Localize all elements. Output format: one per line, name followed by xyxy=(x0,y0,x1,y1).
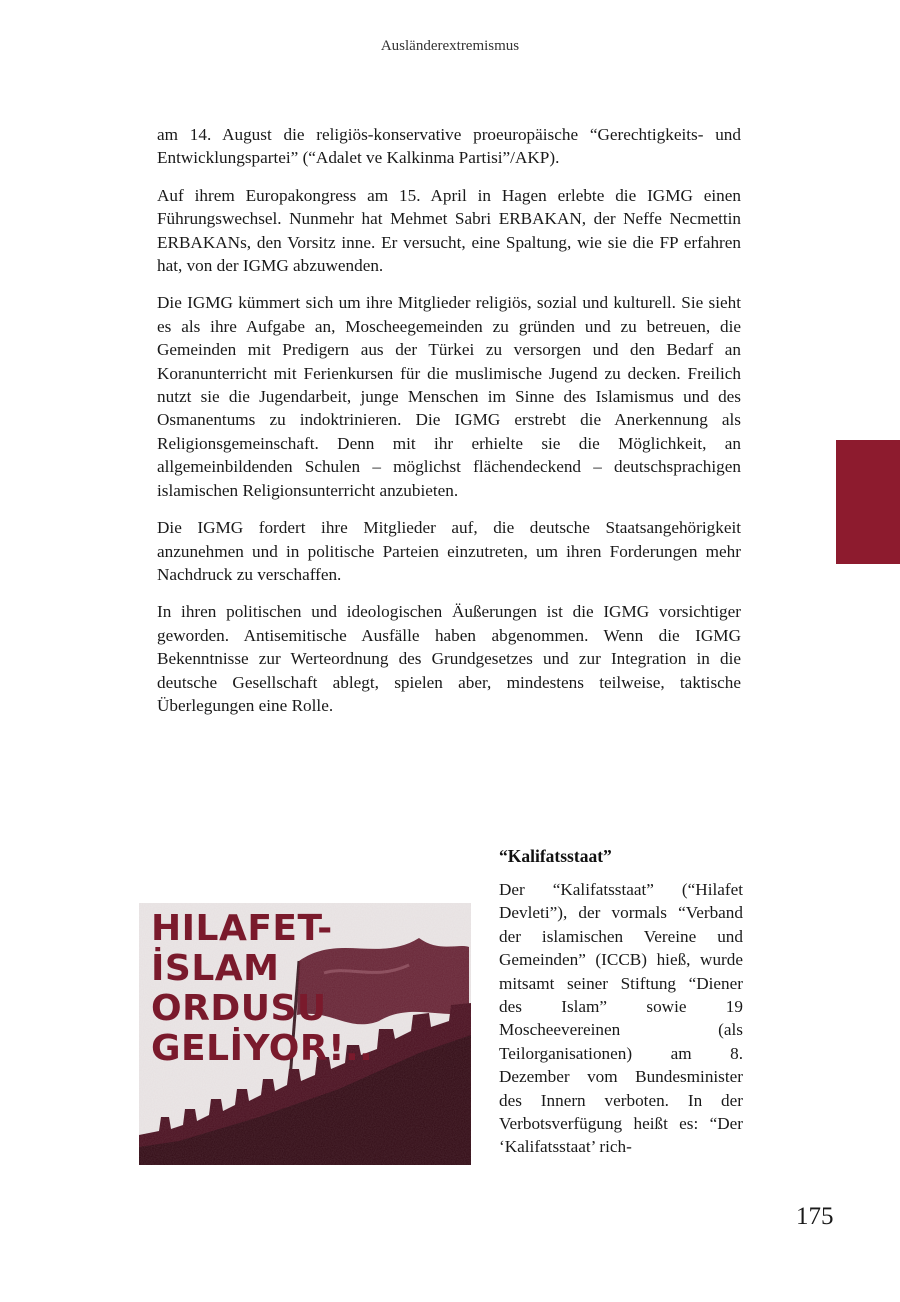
running-title: Ausländerextremismus xyxy=(380,38,520,54)
section-body-text: Der “Kalifatsstaat” (“Hilafet Devleti”), der vormals “Verband der islamischen Vereine und Gemeinden” (ICCB) hieß, wurde mitsamt seiner Stiftung “Diener des Islam” sowie 19 Moscheevereinen (als Teilorganisationen) am 8. Dezember vom Bundesminister des Innern verboten. In der Verbotsverfügung heißt es: “Der ‘Kalifatsstaat’ rich- xyxy=(499,880,743,1157)
paragraph-igmg-activities: Die IGMG kümmert sich um ihre Mitglieder religiös, sozial und kulturell. Sie sieht es als ihre Aufgabe an, Moscheegemeinden zu gründen und zu betreuen, die Gemeinden mit Predigern aus der Türkei zu versorgen und den Bedarf an Koranunterricht mit Ferienkursen für die muslimische Jugend zu decken. Freilich nutzt sie die Jugendarbeit, junge Menschen im Sinne des Islamismus und des Osmanentums zu indoktrinieren. Die IGMG erstrebt die Anerkennung als Religionsgemeinschaft. Denn mit ihr erhielte sie die Möglichkeit, an allgemeinbildenden Schulen – möglichst flächendeckend – deutschsprachigen islamischen Religionsunterricht anzubieten. xyxy=(157,293,741,500)
poster-slogan xyxy=(151,909,373,1069)
poster-illustration xyxy=(139,903,471,1165)
paragraph-akp: am 14. August die religiös-konservative proeuropäische “Gerechtigkeits- und Entwicklungspartei” (“Adalet ve Kalkinma Partisi”/AKP). xyxy=(157,125,741,168)
paragraph-leadership-change: Auf ihrem Europakongress am 15. April in Hagen erlebte die IGMG einen Führungswechsel. Nunmehr hat Mehmet Sabri ERBAKAN, der Neffe Necmettin ERBAKANs, den Vorsitz inne. Er versucht, eine Spaltung, wie sie die FP erfahren hat, von der IGMG abzuwenden. xyxy=(157,185,741,276)
paragraph-citizenship: Die IGMG fordert ihre Mitglieder auf, die deutsche Staatsangehörigkeit anzunehmen und in politische Parteien einzutreten, um ihren Forderungen mehr Nachdruck zu verschaffen. xyxy=(157,518,741,584)
chapter-thumb-tab xyxy=(836,440,900,564)
poster-line-3: ORDUSU xyxy=(151,988,327,1029)
poster-line-2: İSLAM xyxy=(151,948,280,989)
poster-line-1: HILAFET- xyxy=(151,908,333,949)
page-number: 175 xyxy=(796,1203,834,1230)
paragraph-statements: In ihren politischen und ideologischen Äußerungen ist die IGMG vorsichtiger geworden. Antisemitische Ausfälle haben abgenommen. Wenn die IGMG Bekenntnisse zur Werteordnung des Grundgesetzes und zur Integration in die deutsche Gesellschaft ablegt, spielen aber, mindestens teilweise, taktische Überlegungen eine Rolle. xyxy=(157,602,741,715)
section-heading: “Kalifatsstaat” xyxy=(499,846,612,866)
poster-line-4: GELİYOR!.. xyxy=(151,1028,374,1069)
main-body-text xyxy=(157,123,741,731)
